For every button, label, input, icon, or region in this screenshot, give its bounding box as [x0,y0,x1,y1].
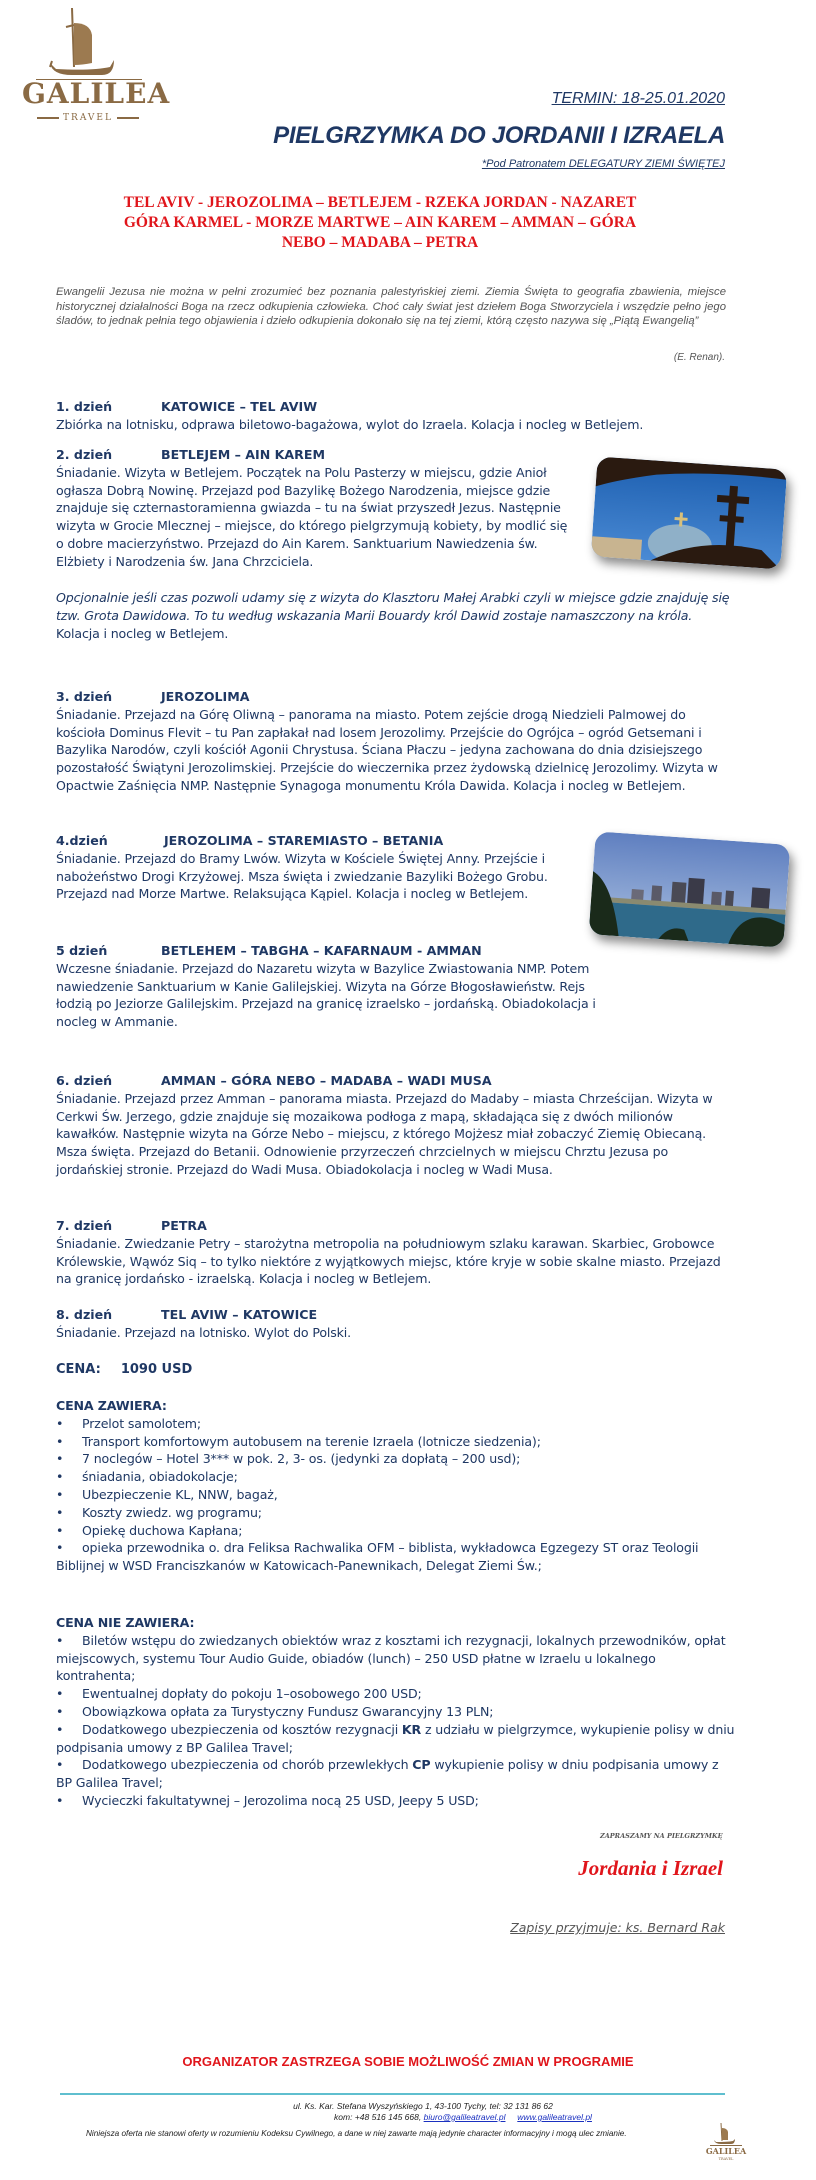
excludes-item [56,1632,736,1685]
day-heading [56,1217,736,1235]
includes-item-text: Koszty zwiedz. wg programu; [82,1504,262,1520]
day-description: Śniadanie. Przejazd na Górę Oliwną – panorama na miasto. Potem zejście drogą Niedzieli Palmowej do kościoła Dominus Flevit – tu Pan zapłakał nad losem Jerozolimy. Przejście do Ogrójca – ogród Getsemani i Bazylika Narodów, czyli kościół Agonii Chrystusa. Ściana Płaczu – jedyna zachowana do dnia dzisiejszego pozostałość Świątyni Jerozolimskiej. Przejście do wieczernika przez żydowską dzielnicę Jerozolimy. Wizyta w Opactwie Zaśnięcia NMP. Następnie Synagoga monumentu Króla Dawida. Kolacja i nocleg w Betlejem. [56,706,718,793]
brand-sub: TRAVEL [22,113,154,123]
ship-icon [704,2122,748,2146]
includes-item-text: 7 noclegów – Hotel 3*** w pok. 2, 3- os. (jedynki za dopłatą – 200 usd); [82,1451,521,1467]
photo-church-cross [591,456,788,569]
day-description-text: Śniadanie. Wizyta w Betlejem. Początek na Polu Pasterzy w miejscu, gdzie Anioł ogłasza Dobrą Nowinę. Przejazd pod Bazylikę Bożego Narodzenia, miejsce gdzie znajduje się czternastoramienna gwiazda – tu na świat przyszedł Jezus. Następnie wizyta w Grocie Mlecznej – miejsce, do którego pielgrzymują kobiety, by modlić się o dobre macierzyństwo. Przejazd do Ain Karem. Sanktuarium Nawiedzenia św. Elżbiety i Narodzenia św. Jana Chrzciciela. [56,464,568,569]
footer-address: ul. Ks. Kar. Stefana Wyszyńskiego 1, 43-100 Tychy, tel: 32 131 86 62 [293,2101,553,2111]
route-line: NEBO – MADABA – PETRA [281,234,479,251]
day-number: 2. dzień [56,447,113,462]
excludes-item [56,1685,736,1703]
bullet: • [56,1703,64,1719]
bullet: • [56,1433,64,1449]
includes-item [56,1486,736,1504]
day-heading [56,398,736,416]
price-label: CENA: [56,1362,101,1377]
footer-divider [60,2093,725,2095]
route-line: GÓRA KARMEL - MORZE MARTWE – AIN KAREM – AMMAN – GÓRA [123,214,637,231]
bullet: • [56,1686,64,1702]
day-heading [56,1306,736,1324]
quote-author: (E. Renan). [673,352,725,363]
day-description: Wczesne śniadanie. Przejazd do Nazaretu wizyta w Bazylice Zwiastowania NMP. Potem nawiedzenie Sanktuarium w Kanie Galilejskiej. Wizyta na Górze Błogosławieństw. Rejs łodzią po Jeziorze Galilejskim. Przejazd na granicę izraelsko – jordańską. Obiadokolacja i nocleg w Ammanie. [56,960,596,1030]
day-item [56,688,736,795]
day-item [56,942,736,1031]
footer-contact [0,2112,816,2122]
excludes-item-text: z udziału w pielgrzymce, wykupienie polisy w dniu podpisania umowy z BP Galilea Travel; [56,1721,735,1755]
includes-item [56,1433,736,1451]
day-number: 3. dzień [56,689,113,704]
day-number: 6. dzień [56,1073,113,1088]
brand-name: GALILEA [22,77,171,110]
includes-item-text: Przelot samolotem; [82,1415,202,1431]
day-route: BETLEJEM – AIN KAREM [161,447,326,462]
route-summary [100,193,660,253]
organizer-note: ORGANIZATOR ZASTRZEGA SOBIE MOŻLIWOŚĆ ZMIAN W PROGRAMIE [182,2054,634,2069]
bullet: • [56,1757,64,1773]
day-item [56,1217,736,1288]
insurance-code: KR [401,1721,422,1737]
footer-disclaimer: Niniejsza oferta nie stanowi oferty w rozumieniu Kodeksu Cywilnego, a dane w niej zawarte mają jedynie character informacyjny i mogą ulec zmianie. [86,2129,627,2138]
day-description: Zbiórka na lotnisku, odprawa biletowo-bagażowa, wylot do Izraela. Kolacja i nocleg w Betlejem. [56,416,644,432]
photo-tel-aviv-coast [589,831,791,947]
day-heading [56,832,576,850]
day-item [56,1306,736,1342]
excludes-item [56,1792,736,1810]
brand-sub: TRAVEL [718,2157,734,2161]
excludes-item-text: Obowiązkowa opłata za Turystyczny Fundusz Gwarancyjny 13 PLN; [82,1703,494,1719]
bullet: • [56,1721,64,1737]
page-title: PIELGRZYMKA DO JORDANII I IZRAELA [273,122,725,149]
bullet: • [56,1486,64,1502]
price-value: 1090 USD [120,1362,193,1377]
day-route: BETLEHEM – TABGHA – KAFARNAUM - AMMAN [161,943,482,958]
day-route: JEROZOLIMA [161,689,250,704]
bullet: • [56,1504,64,1520]
day-number: 8. dzień [56,1307,113,1322]
bullet: • [56,1540,64,1556]
price-excludes [56,1614,736,1810]
invite-note: ZAPRASZAMY NA PIELGRZYMKĘ [600,1832,723,1840]
website-link[interactable]: www.galileatravel.pl [517,2112,592,2122]
bullet: • [56,1469,64,1485]
price-includes [56,1397,736,1575]
day-number: 5 dzień [56,943,108,958]
optional-visit-text: Opcjonalnie jeśli czas pozwoli udamy się z wizyta do Klasztoru Małej Arabki czyli w miejsce gdzie znajduję się tzw. Grota Dawidowa. To tu według wskazania Marii Bouardy król Dawid zostaje namaszczony na króla. [56,590,730,623]
day-route: JEROZOLIMA – STAREMIASTO – BETANIA [164,833,444,848]
day-heading [56,688,736,706]
includes-item-text: śniadania, obiadokolacje; [82,1469,238,1485]
day-optional-note [56,589,736,642]
termin-date: TERMIN: 18-25.01.2020 [551,90,725,107]
includes-item-text: Transport komfortowym autobusem na terenie Izraela (lotnicze siedzenia); [82,1433,541,1449]
day-description: Śniadanie. Przejazd przez Amman – panorama miasta. Przejazd do Madaby – miasta Chrześcijan. Wizyta w Cerkwi Św. Jerzego, gdzie znajduje się mozaikowa podłoga z mapą, składająca się z dwóch milionów kawałków. Następnie wizyta na Górze Nebo – miejscu, z którego Mojżesz miał zobaczyć Ziemię Obiecaną. Msza święta. Przejazd do Betanii. Odnowienie przyrzeczeń chrzcielnych w miejscu Chrztu Jezusa po jordańskiej stronie. Przejazd do Wadi Musa. Obiadokolacja i nocleg w Wadi Musa. [56,1090,713,1177]
day-number: 4.dzień [56,833,108,848]
footer-phone: kom: +48 516 145 668, [334,2112,422,2122]
day-route: AMMAN – GÓRA NEBO – MADABA – WADI MUSA [161,1073,492,1088]
day-heading [56,446,576,464]
excludes-item-text: Dodatkowego ubezpieczenia od chorób przewlekłych [82,1757,413,1773]
destination-title: Jordania i Izrael [578,1856,723,1880]
bullet: • [56,1792,64,1808]
includes-item [56,1450,736,1468]
day-item [56,1072,736,1179]
excludes-item [56,1703,736,1721]
includes-item-text: Ubezpieczenie KL, NNW, bagaż, [82,1486,278,1502]
day-closing-text: Kolacja i nocleg w Betlejem. [56,625,229,641]
excludes-title: CENA NIE ZAWIERA: [56,1615,195,1630]
footer-logo [704,2122,748,2166]
day-number: 1. dzień [56,399,113,414]
includes-item [56,1468,736,1486]
includes-item-text: Opiekę duchowa Kapłana; [82,1522,243,1538]
includes-item-text: opieka przewodnika o. dra Feliksa Rachwalika OFM – biblista, wykładowca Egzegezy ST oraz Teologii Biblijnej w WSD Franciszkanów w Katowicach-Panewnikach, Delegat Ziemi Św.; [56,1540,699,1574]
day-item [56,398,736,434]
includes-title: CENA ZAWIERA: [56,1398,167,1413]
excludes-item-text: Dodatkowego ubezpieczenia od kosztów rezygnacji [82,1721,402,1737]
signup-contact: Zapisy przyjmuje: ks. Bernard Rak [510,1920,725,1935]
route-line: TEL AVIV - JEROZOLIMA – BETLEJEM - RZEKA JORDAN - NAZARET [123,194,637,211]
excludes-item-text: Biletów wstępu do zwiedzanych obiektów wraz z kosztami ich rezygnacji, lokalnych przewodników, opłat miejscowych, systemu Tour Audio Guide, obiadów (lunch) – 250 USD płatne w Izraelu u lokalnego kontrahenta; [56,1632,726,1684]
day-description: Śniadanie. Zwiedzanie Petry – starożytna metropolia na południowym szlaku karawan. Skarbiec, Grobowce Królewskie, Wąwóz Siq – to tylko niektóre z wyjątkowych miejsc, które kryje w sobie skalne miasto. Przejazd na granicę jordańsko - izraelską. Kolacja i nocleg w Betlejem. [56,1235,721,1287]
day-heading [56,1072,736,1090]
day-route: KATOWICE – TEL AVIW [161,399,318,414]
includes-item [56,1415,736,1433]
bullet: • [56,1415,64,1431]
excludes-item-text: Wycieczki fakultatywnej – Jerozolima nocą 25 USD, Jeepy 5 USD; [82,1792,479,1808]
day-description: Śniadanie. Przejazd na lotnisko. Wylot do Polski. [56,1324,351,1340]
insurance-code: CP [412,1757,431,1773]
excludes-item-text: wykupienie polisy w dniu podpisania umowy z BP Galilea Travel; [56,1757,719,1791]
intro-quote: Ewangelii Jezusa nie można w pełni zrozumieć bez poznania palestyńskiej ziemi. Ziemia Święta to geografia zbawienia, miejsce historycznej działalności Boga na rzecz odkupienia człowieka. Choć cały świat jest dziełem Boga Stworzyciela i wszędzie pełno jego śladów, to jednak pełnia tego objawienia i dzieło odkupienia dokonało się na tej ziemi, którą często nazywa się „Piątą Ewangelią” [56,286,726,327]
includes-item [56,1522,736,1540]
patronage-note: *Pod Patronatem DELEGATURY ZIEMI ŚWIĘTEJ [481,158,725,170]
galilea-logo [22,5,171,125]
day-item [56,446,576,571]
day-route: TEL AVIW – KATOWICE [161,1307,318,1322]
excludes-item [56,1721,736,1757]
price-row [56,1362,192,1377]
excludes-item [56,1756,736,1792]
email-link[interactable]: biuro@galileatravel.pl [423,2112,506,2122]
day-item [56,832,576,903]
bullet: • [56,1522,64,1538]
day-heading [56,942,736,960]
brand-name: GALILEA [705,2146,747,2156]
bullet: • [56,1451,64,1467]
day-route: PETRA [161,1218,207,1233]
bullet: • [56,1632,64,1648]
includes-item [56,1539,736,1575]
day-number: 7. dzień [56,1218,113,1233]
includes-item [56,1504,736,1522]
excludes-item-text: Ewentualnej dopłaty do pokoju 1–osobowego 200 USD; [82,1686,422,1702]
ship-icon [22,5,154,80]
day-description: Śniadanie. Przejazd do Bramy Lwów. Wizyta w Kościele Świętej Anny. Przejście i nabożeństwo Drogi Krzyżowej. Msza święta i zwiedzanie Bazyliki Bożego Grobu. Przejazd nad Morze Martwe. Relaksująca Kąpiel. Kolacja i nocleg w Betlejem. [56,850,548,902]
